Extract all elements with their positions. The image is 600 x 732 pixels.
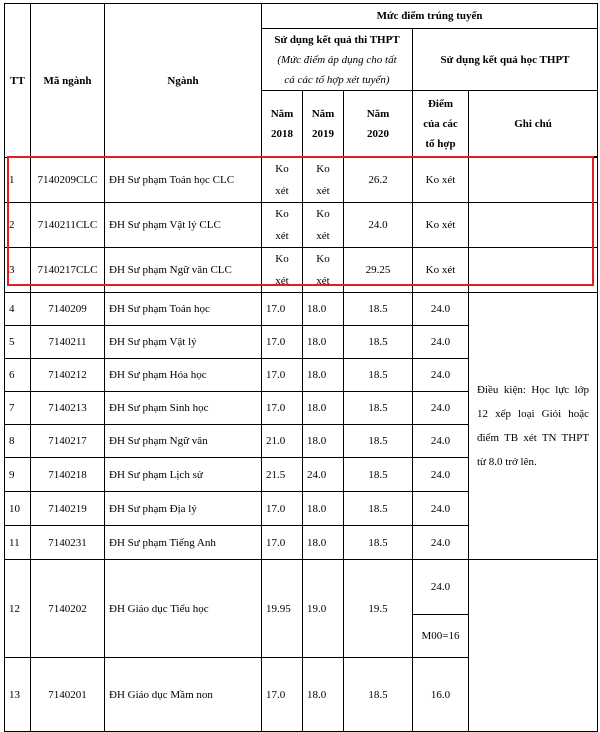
cell-ghi-chu [469, 248, 598, 293]
table-row: 7 7140213 ĐH Sư phạm Sinh học 17.0 18.0 18.5 24.0 [5, 392, 598, 425]
cell-hoc: Ko xét [413, 248, 469, 293]
cell-2019: Ko xét [303, 248, 344, 293]
table-row: 5 7140211 ĐH Sư phạm Vật lý 17.0 18.0 18.5 24.0 [5, 326, 598, 359]
header-thi-thpt [262, 29, 413, 91]
cell-2019: Ko xét [303, 203, 344, 248]
header-nam-2018: Năm 2018 [262, 91, 303, 157]
cell-tt: 3 [5, 248, 31, 293]
table-row: 11 7140231 ĐH Sư phạm Tiếng Anh 17.0 18.0 18.5 24.0 [5, 526, 598, 560]
table-row: 12 7140202 ĐH Giáo dục Tiểu học 19.95 19.0 19.5 24.0 [5, 560, 598, 615]
cell-ghi-chu [469, 158, 598, 203]
table-row [5, 203, 598, 248]
header-ghi-chu: Ghi chú [469, 91, 598, 157]
cell-ma: 7140209CLC [31, 158, 105, 203]
header-thi-thpt-note-2: cả các tổ hợp xét tuyển) [284, 73, 390, 86]
cell-ghi-chu-bottom [469, 560, 598, 732]
table-row: 9 7140218 ĐH Sư phạm Lịch sử 21.5 24.0 18.5 24.0 [5, 458, 598, 492]
cell-2018: Ko xét [262, 203, 303, 248]
cell-2018: Ko xét [262, 248, 303, 293]
header-tt: TT [5, 4, 31, 158]
cell-tt: 1 [5, 158, 31, 203]
header-nam-2020: Năm 2020 [344, 91, 413, 157]
cell-2019: Ko xét [303, 158, 344, 203]
table-row: 4 7140209 ĐH Sư phạm Toán học 17.0 18.0 18.5 24.0 Điều kiện: Học lực lớp 12 xếp loại Giỏi hoặc điểm TB xét TN THPT từ 8.0 trở lên. [5, 293, 598, 326]
cell-hoc: Ko xét [413, 203, 469, 248]
header-nam-2019: Năm 2019 [303, 91, 344, 157]
header-thi-thpt-note-1: (Mức điểm áp dụng cho tất [277, 53, 397, 66]
cell-ma: 7140211CLC [31, 203, 105, 248]
header-ma-nganh: Mã ngành [31, 4, 105, 158]
table-row: 13 7140201 ĐH Giáo dục Mầm non 17.0 18.0 18.5 16.0 [5, 658, 598, 732]
ghi-chu-dieu-kien: Điều kiện: Học lực lớp 12 xếp loại Giỏi hoặc điểm TB xét TN THPT từ 8.0 trở lên. [469, 293, 598, 560]
cell-ma: 7140217CLC [31, 248, 105, 293]
table-row [5, 158, 598, 203]
table-row [5, 248, 598, 293]
cell-2020: 24.0 [344, 203, 413, 248]
cell-nganh: ĐH Sư phạm Vật lý CLC [105, 203, 262, 248]
cell-2018: Ko xét [262, 158, 303, 203]
cell-ghi-chu [469, 203, 598, 248]
table-row: 10 7140219 ĐH Sư phạm Địa lý 17.0 18.0 18.5 24.0 [5, 492, 598, 526]
header-nganh: Ngành [105, 4, 262, 158]
cell-tt: 2 [5, 203, 31, 248]
header-muc-diem: Mức điểm trúng tuyển [262, 4, 598, 29]
header-hoc-thpt: Sử dụng kết quả học THPT [413, 29, 598, 91]
table-row-sub: M00=16 [5, 615, 598, 658]
table-row: 8 7140217 ĐH Sư phạm Ngữ văn 21.0 18.0 18.5 24.0 [5, 425, 598, 458]
table-row: 6 7140212 ĐH Sư phạm Hóa học 17.0 18.0 18.5 24.0 [5, 359, 598, 392]
cell-2020: 26.2 [344, 158, 413, 203]
cell-nganh: ĐH Sư phạm Toán học CLC [105, 158, 262, 203]
cell-nganh: ĐH Sư phạm Ngữ văn CLC [105, 248, 262, 293]
cell-2020: 29.25 [344, 248, 413, 293]
header-thi-thpt-title: Sử dụng kết quả thi THPT [274, 33, 400, 46]
cell-hoc: Ko xét [413, 158, 469, 203]
admission-score-table [4, 3, 598, 732]
header-diem-to-hop: Điểm của các tổ hợp [413, 91, 469, 157]
